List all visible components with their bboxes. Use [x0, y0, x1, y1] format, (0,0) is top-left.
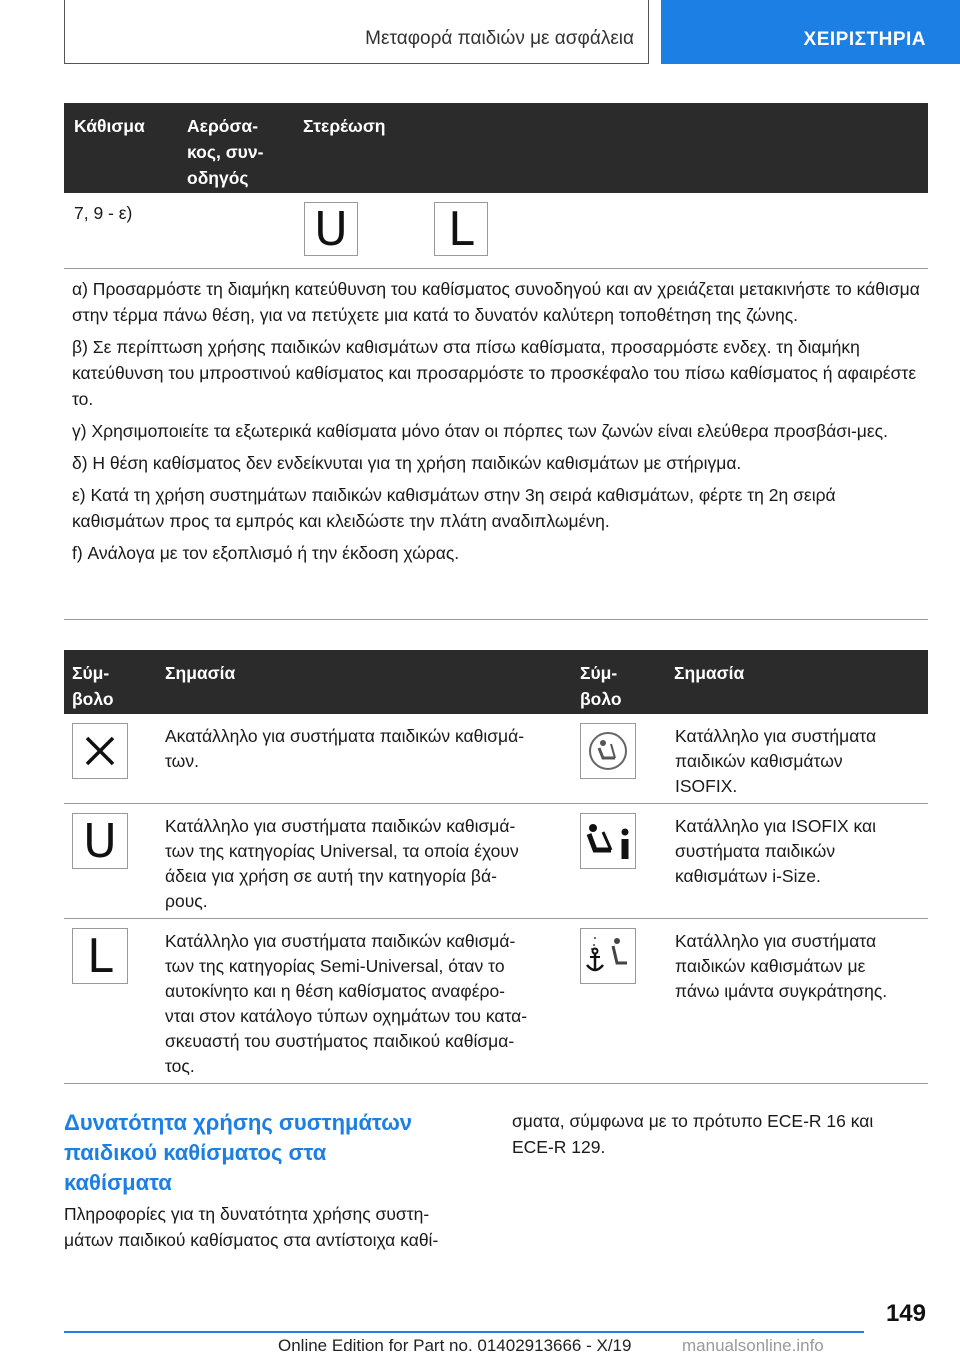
- child-seat-isize-icon: [581, 814, 635, 868]
- section-title: ΧΕΙΡΙΣΤΗΡΙΑ: [803, 29, 926, 50]
- section-body: Πληροφορίες για τη δυνατότητα χρήσης συστη- μάτων παιδικού καθίσματος στα αντίστοιχα καθί-: [64, 1204, 439, 1250]
- child-seat-isofix-icon: [581, 724, 635, 778]
- chapter-title: Μεταφορά παιδιών με ασφάλεια: [365, 28, 634, 49]
- cross-icon: [73, 724, 127, 778]
- header-symbol-1: Σύμ- βολο: [72, 663, 114, 709]
- semi-universal-symbol-icon: L: [434, 202, 488, 256]
- header-meaning-2: Σημασία: [674, 663, 745, 683]
- table-row: [64, 804, 928, 919]
- seat-number: 7, 9 - ε): [74, 203, 133, 223]
- section-body-continued: σματα, σύμφωνα με το πρότυπο ECE-R 16 και ECE-R 129.: [512, 1111, 874, 1157]
- universal-symbol-icon: U: [72, 813, 128, 869]
- meaning-universal: Κατάλληλο για συστήματα παιδικών καθισμά- των της κατηγορίας Universal, τα οποία έχουν άδεια για χρήση σε αυτή την κατηγορία βά- ρους.: [165, 816, 519, 911]
- semi-universal-symbol-icon: L: [72, 928, 128, 984]
- footnote-e: ε) Κατά τη χρήση συστημάτων παιδικών καθισμάτων στην 3η σειρά καθισμάτων, φέρτε τη 2η σειρά καθισμάτων προς τα εμπρός και κλειδώστε την πλάτη αναδιπλωμένη.: [72, 485, 836, 531]
- page-header: [0, 0, 960, 66]
- footnotes: [64, 276, 928, 572]
- isofix-icon: [580, 723, 636, 779]
- meaning-not-suitable: Ακατάλληλο για συστήματα παιδικών καθισμά- των.: [165, 726, 525, 771]
- header-meaning-1: Σημασία: [165, 663, 236, 683]
- header-mounting: Στερέωση: [303, 116, 386, 136]
- section-heading: Δυνατότητα χρήσης συστημάτων παιδικού καθίσματος στα καθίσματα: [64, 1110, 413, 1195]
- header-airbag: Αερόσα- κος, συν- οδηγός: [187, 116, 264, 188]
- meaning-isofix: Κατάλληλο για συστήματα παιδικών καθισμάτων ISOFIX.: [675, 726, 877, 796]
- edition-info: Online Edition for Part no. 01402913666 - X/19: [278, 1336, 632, 1355]
- header-section-tab: [661, 0, 960, 64]
- footnote-f: f) Ανάλογα με τον εξοπλισμό ή την έκδοση χώρας.: [72, 543, 460, 563]
- footnote-b: β) Σε περίπτωση χρήσης παιδικών καθισμάτων στα πίσω καθίσματα, προσαρμόστε ενδεχ. τη διαμήκη κατεύθυνση του μπροστινού καθίσματος και προσαρμόστε το προσκέφαλο του πίσω καθίσματος ή αφαιρέστε το.: [72, 337, 917, 409]
- header-symbol-2: Σύμ- βολο: [580, 663, 622, 709]
- header-seat: Κάθισμα: [74, 116, 145, 136]
- divider: [64, 619, 928, 620]
- seat-table-header: [64, 103, 928, 193]
- meaning-semi-universal: Κατάλληλο για συστήματα παιδικών καθισμά- των της κατηγορίας Semi-Universal, όταν το αυτοκίνητο και η θέση καθίσματος αναφέρο- νται στον κατάλογο τύπων οχημάτων του κατα- σκευαστή του συστήματος παιδικού καθίσμα- τος.: [165, 931, 528, 1076]
- table-row: [64, 193, 928, 269]
- meaning-top-tether: Κατάλληλο για συστήματα παιδικών καθισμάτων με πάνω ιμάντα συγκράτησης.: [675, 931, 888, 1001]
- watermark: manualsonline.info: [682, 1336, 824, 1355]
- isofix-isize-icon: [580, 813, 636, 869]
- footnote-a: α) Προσαρμόστε τη διαμήκη κατεύθυνση του καθίσματος συνοδηγού και αν χρειάζεται μετακινήστε το κάθισμα στην τέρμα πάνω θέση, για να πετύχετε μια κατά το δυνατόν καλύτερη τοποθέτηση της ζώνης.: [72, 279, 920, 325]
- page-number: 149: [885, 1300, 926, 1327]
- symbol-table-header: [64, 650, 928, 714]
- footnote-d: δ) Η θέση καθίσματος δεν ενδείκνυται για τη χρήση παιδικών καθισμάτων με στήριγμα.: [72, 453, 742, 473]
- universal-symbol-icon: U: [304, 202, 358, 256]
- anchor-tether-icon: [581, 929, 635, 983]
- table-row: [64, 714, 928, 804]
- not-suitable-icon: [72, 723, 128, 779]
- footer-divider: [64, 1331, 864, 1333]
- footnote-c: γ) Χρησιμοποιείτε τα εξωτερικά καθίσματα μόνο όταν οι πόρπες των ζωνών είναι ελεύθερα προσβάσι-μες.: [72, 421, 888, 441]
- header-chapter-box: [64, 0, 649, 64]
- table-row: [64, 919, 928, 1084]
- meaning-isofix-isize: Κατάλληλο για ISOFIX και συστήματα παιδικών καθισμάτων i-Size.: [675, 816, 877, 886]
- top-tether-icon: [580, 928, 636, 984]
